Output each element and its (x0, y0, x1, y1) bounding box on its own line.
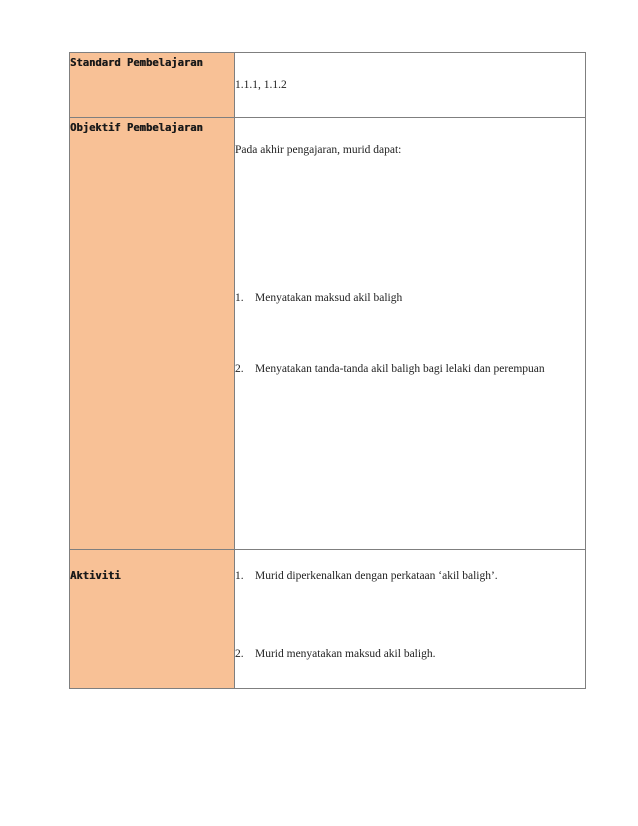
content-cell-objektif (235, 118, 586, 550)
aktiviti-item-1-number: 1. (235, 570, 244, 582)
content-cell-standard (235, 53, 586, 118)
aktiviti-label: Aktiviti (70, 570, 121, 582)
row-objektif (70, 118, 586, 550)
objektif-label: Objektif Pembelajaran (70, 122, 203, 134)
label-cell-standard (70, 53, 235, 118)
label-cell-aktiviti (70, 550, 235, 689)
objektif-intro: Pada akhir pengajaran, murid dapat: (235, 144, 402, 156)
objektif-item-1-number: 1. (235, 292, 244, 304)
aktiviti-item-1 (235, 570, 498, 582)
aktiviti-item-2-number: 2. (235, 648, 244, 660)
row-aktiviti (70, 550, 586, 689)
standard-value: 1.1.1, 1.1.2 (235, 79, 287, 91)
objektif-item-2 (235, 363, 545, 375)
aktiviti-item-1-text: Murid diperkenalkan dengan perkataan ‘akil baligh’. (255, 570, 498, 582)
row-standard (70, 53, 586, 118)
aktiviti-item-2 (235, 648, 435, 660)
objektif-item-1-text: Menyatakan maksud akil baligh (255, 292, 403, 304)
label-cell-objektif (70, 118, 235, 550)
objektif-item-2-text: Menyatakan tanda-tanda akil baligh bagi lelaki dan perempuan (255, 363, 545, 375)
standard-label: Standard Pembelajaran (70, 57, 203, 69)
lesson-plan-table (69, 52, 586, 689)
aktiviti-item-2-text: Murid menyatakan maksud akil baligh. (255, 648, 436, 660)
objektif-item-1 (235, 292, 402, 304)
objektif-item-2-number: 2. (235, 363, 244, 375)
content-cell-aktiviti (235, 550, 586, 689)
